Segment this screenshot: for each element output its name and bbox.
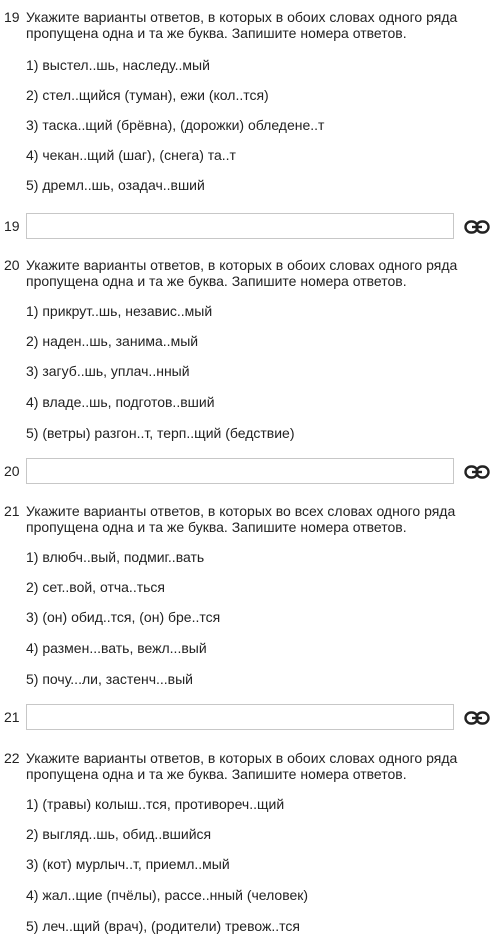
option-3: 3) таска..щий (брёвна), (дорожки) обледене..т: [26, 117, 325, 133]
answer-row-21: [0, 704, 496, 732]
task-question: Укажите варианты ответов, в которых в обоих словах одного ряда пропущена одна и та же буква. Запишите номера ответов.: [26, 750, 458, 782]
answer-number: 21: [4, 709, 20, 725]
answer-input-21[interactable]: [26, 704, 454, 730]
task-number: 21: [4, 503, 20, 519]
task-question: Укажите варианты ответов, в которых во всех словах одного ряда пропущена одна и та же буква. Запишите номера ответов.: [26, 503, 456, 535]
option-1: 1) влюбч..вый, подмиг..вать: [26, 549, 205, 565]
option-4: 4) размен...вать, вежл...вый: [26, 640, 207, 656]
answer-row-20: [0, 458, 496, 486]
option-3: 3) (он) обид..тся, (он) бре..тся: [26, 609, 221, 625]
option-4: 4) владе..шь, подготов..вший: [26, 394, 215, 410]
answer-number: 20: [4, 463, 20, 479]
answer-row-19: [0, 213, 496, 241]
task-question: Укажите варианты ответов, в которых в обоих словах одного ряда пропущена одна и та же буква. Запишите номера ответов.: [26, 9, 458, 41]
option-2: 2) наден..шь, занима..мый: [26, 333, 199, 349]
answer-input-20[interactable]: [26, 458, 454, 484]
link-icon[interactable]: [464, 462, 490, 482]
option-1: 1) выстел..шь, наследу..мый: [26, 57, 210, 73]
task-number: 22: [4, 750, 20, 766]
option-5: 5) (ветры) разгон..т, терп..щий (бедствие): [26, 425, 295, 441]
task-question: Укажите варианты ответов, в которых в обоих словах одного ряда пропущена одна и та же буква. Запишите номера ответов.: [26, 257, 458, 289]
option-4: 4) чекан..щий (шаг), (снега) та..т: [26, 147, 236, 163]
option-4: 4) жал..щие (пчёлы), рассе..нный (человек): [26, 887, 309, 903]
link-icon[interactable]: [464, 217, 490, 237]
option-2: 2) выгляд..шь, обид..вшийся: [26, 826, 212, 842]
option-3: 3) (кот) мурлыч..т, приемл..мый: [26, 856, 230, 872]
answer-number: 19: [4, 218, 20, 234]
answer-input-19[interactable]: [26, 213, 454, 239]
task-number: 20: [4, 257, 20, 273]
task-number: 19: [4, 9, 20, 25]
option-1: 1) (травы) колыш..тся, противореч..щий: [26, 796, 285, 812]
option-5: 5) дремл..шь, озадач..вший: [26, 177, 205, 193]
link-icon[interactable]: [464, 708, 490, 728]
option-2: 2) стел..щийся (туман), ежи (кол..тся): [26, 87, 269, 103]
option-3: 3) загуб..шь, уплач..нный: [26, 363, 190, 379]
option-1: 1) прикрут..шь, независ..мый: [26, 303, 213, 319]
option-2: 2) сет..вой, отча..ться: [26, 579, 166, 595]
option-5: 5) леч..щий (врач), (родители) тревож..тся: [26, 918, 300, 934]
option-5: 5) почу...ли, застенч...вый: [26, 671, 193, 687]
